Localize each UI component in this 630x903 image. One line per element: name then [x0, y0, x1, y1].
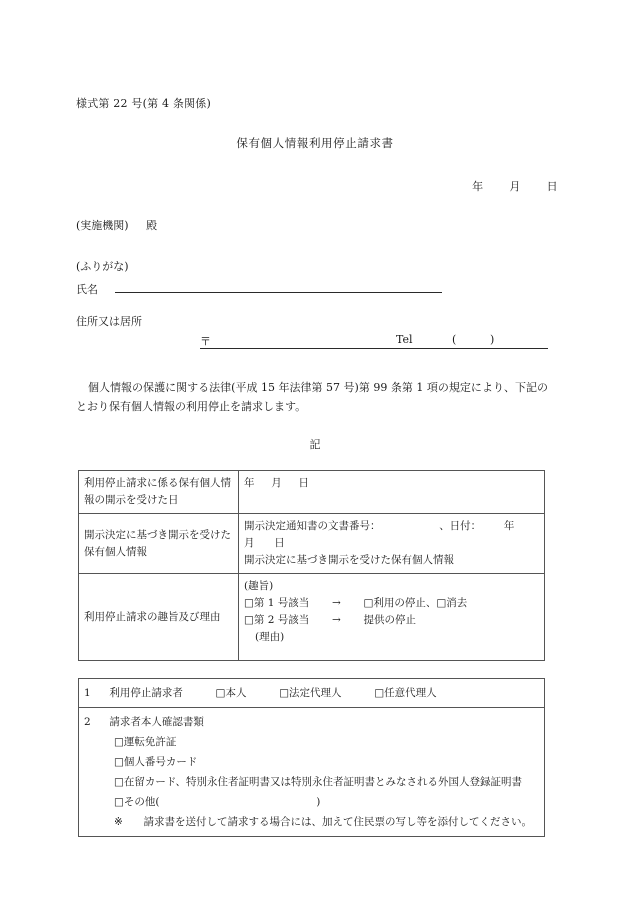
submission-note — [84, 812, 539, 832]
disclosed-info-value[interactable] — [239, 514, 545, 574]
document-month: 月 — [244, 537, 255, 549]
purpose-option-2[interactable] — [244, 612, 540, 629]
document-year: 年 — [503, 520, 515, 532]
table-row — [79, 574, 545, 661]
checkbox-item-2-label: □第 2 号該当 — [244, 614, 310, 626]
identity-documents-label: 請求者本人確認書類 — [109, 716, 204, 728]
document-number-line — [244, 518, 540, 552]
identity-doc-other-label: □その他( — [114, 796, 160, 808]
note-mark-icon: ※ — [114, 816, 123, 828]
document-day: 日 — [274, 537, 285, 549]
postal-code-icon: 〒 — [200, 335, 211, 348]
arrow-icon: → — [331, 597, 341, 609]
arrow-icon: → — [331, 614, 341, 626]
identity-doc-other-close: ) — [316, 796, 321, 808]
table-row — [79, 471, 545, 514]
requester-number: 1 — [84, 687, 91, 699]
purpose-heading: (趣旨) — [244, 580, 274, 592]
date-line — [472, 178, 558, 194]
date-month: 月 — [509, 180, 521, 193]
date-year: 年 — [472, 180, 484, 193]
checkbox-item-1-label: □第 1 号該当 — [244, 597, 310, 609]
purpose-option-1[interactable] — [244, 595, 540, 612]
note-text: 請求書を送付して請求する場合には、加えて住民票の写し等を添付してください。 — [143, 816, 532, 828]
date-day: 日 — [546, 180, 558, 193]
main-table — [78, 470, 545, 661]
address-fields — [200, 333, 548, 349]
table-row — [79, 679, 545, 708]
identity-documents-heading — [84, 712, 539, 732]
name-row — [76, 281, 456, 297]
furigana-label: (ふりがな) — [76, 260, 129, 273]
identity-documents-row — [79, 708, 545, 837]
identity-documents-number: 2 — [84, 716, 91, 728]
identity-doc-other[interactable] — [84, 792, 539, 812]
addressee-honorific: 殿 — [146, 219, 158, 232]
requester-line — [84, 683, 539, 703]
addressee-line — [76, 217, 157, 233]
purpose-reason-label: 利用停止請求の趣旨及び理由 — [79, 574, 239, 661]
address-label: 住所又は居所 — [76, 315, 142, 328]
disclosure-date-value[interactable] — [239, 471, 545, 514]
disclosed-personal-info-line: 開示決定に基づき開示を受けた保有個人情報 — [244, 554, 454, 566]
address-input-rule[interactable] — [200, 348, 548, 349]
requester-choice-self[interactable]: □本人 — [215, 687, 247, 699]
disclosure-day: 日 — [298, 477, 309, 489]
requester-label: 利用停止請求者 — [109, 687, 183, 699]
form-number: 様式第 22 号(第 4 条関係) — [76, 97, 211, 110]
addressee-organization: (実施機関) — [76, 219, 129, 232]
disclosed-info-label: 開示決定に基づき開示を受けた保有個人情報 — [79, 514, 239, 574]
purpose-reason-value[interactable] — [239, 574, 545, 661]
disclosure-year: 年 — [244, 477, 255, 489]
identity-doc-drivers-license[interactable]: □運転免許証 — [114, 736, 177, 748]
table-row — [79, 514, 545, 574]
tel-label: Tel — [396, 333, 413, 346]
checkbox-item-1-choices: □利用の停止、□消去 — [363, 597, 468, 609]
body-paragraph: 個人情報の保護に関する法律(平成 15 年法律第 57 号)第 99 条第 1 項の規定により、下記のとおり保有個人情報の利用停止を請求します。 — [76, 381, 548, 413]
identity-doc-my-number-card[interactable]: □個人番号カード — [114, 756, 198, 768]
document-date-label: 、日付： — [439, 520, 482, 532]
document-number-prefix: 開示決定通知書の文書番号： — [244, 520, 381, 532]
name-label: 氏名 — [76, 283, 98, 296]
reason-heading: (理由) — [255, 631, 285, 643]
table-row — [79, 708, 545, 837]
bottom-table — [78, 678, 545, 837]
tel-paren-open: ( — [452, 333, 457, 346]
identity-doc-residence-card[interactable]: □在留カード、特別永住者証明書又は特別永住者証明書とみなされる外国人登録証明書 — [114, 776, 522, 788]
tel-paren-close: ) — [490, 333, 495, 346]
page-title: 保有個人情報利用停止請求書 — [236, 136, 394, 150]
ki-marker: 記 — [309, 438, 321, 451]
requester-row — [79, 679, 545, 708]
disclosure-date-label: 利用停止請求に係る保有個人情報の開示を受けた日 — [79, 471, 239, 514]
requester-choice-voluntary-agent[interactable]: □任意代理人 — [374, 687, 437, 699]
requester-choice-legal-agent[interactable]: □法定代理人 — [279, 687, 342, 699]
checkbox-item-2-choices: 提供の停止 — [363, 614, 416, 626]
name-input-rule[interactable] — [115, 292, 442, 293]
disclosure-month: 月 — [271, 477, 282, 489]
